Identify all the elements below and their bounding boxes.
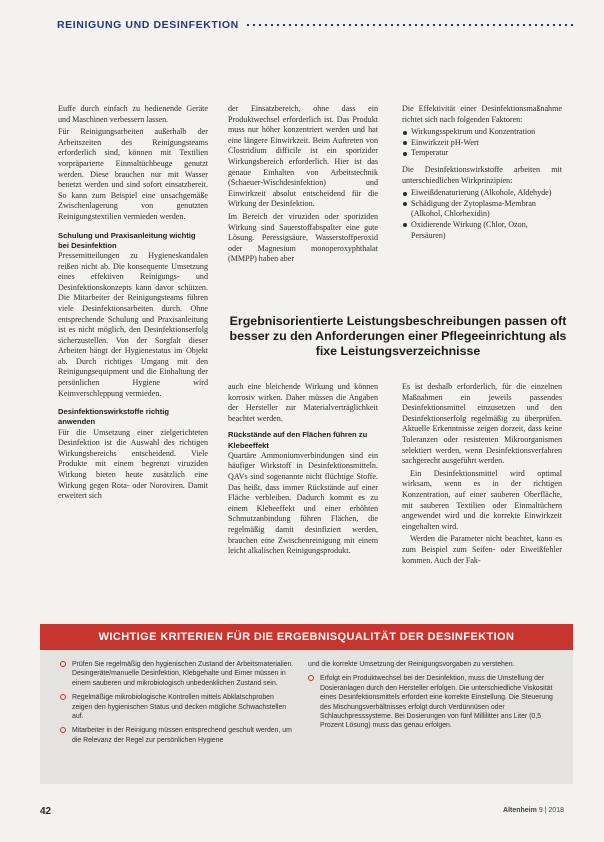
page-number: 42 <box>40 806 52 817</box>
list-item: Oxidierende Wirkung (Chlor, Ozon, Persäuren) <box>402 220 562 241</box>
criteria-item <box>308 674 553 730</box>
col2-paragraph: auch eine bleichende Wirkung und können korrosiv wirken. Daher müssen die Angaben der Hersteller zur Materialverträglichkeit beachtet werden. <box>228 382 378 423</box>
criteria-item <box>60 693 295 721</box>
col3-paragraph: Ein Desinfektionsmittel wird optimal wirksam, wenn es in der richtigen Konzentration, auf einer sauberen Oberfläche, mit sauberen Textilien oder Einmaltüchern angewendet wird und die korrekte Einwirkzeit eingehalten wird. <box>402 468 562 531</box>
bullet-ring-icon <box>60 694 66 700</box>
criteria-list-right <box>308 660 553 736</box>
col3-paragraph: Es ist deshalb erforderlich, für die einzelnen Maßnahmen ein jeweils passendes Desinfektionsmittel einzusetzen und den Desinfektionserfolg regelmäßig zu überprüfen. Aktuelle Erkenntnisse zeigen dorzeit, dass keine Toleranzen oder resistenten Mikroorganismen selektiert werden, wenn Desinfektionsverfahren sachgerecht ausgeführt werden. <box>402 382 562 466</box>
criteria-item-text: Erfolgt ein Produktwechsel bei der Desinfektion, muss die Umstellung der Dosieranlagen durch den Hersteller erfolgen. Die unterschiedliche Viskosität eines Desinfektionsmittels erfordert eine korrekte Einstellung. Die Steuerung des Mischungsverhältnisses erfolgt durch Verdünnüsen oder Schlauchpresssysteme. Bei Dosierungen von fünf Millilitter ans Liter (0,5 Prozent Lösung) muss das genau erfolgen. <box>320 675 553 730</box>
subheading-wirkstoffe: Desinfektionswirkstoffe richtig anwenden <box>58 407 169 427</box>
col3-paragraph: Die Desinfektionswirkstoffe arbeiten mit unterschiedlichen Wirkprinzipien: <box>402 164 562 185</box>
section-title: REINIGUNG UND DESINFEKTION <box>57 19 239 31</box>
col3-paragraph: Werden die Parameter nicht beachtet, kann es zum Beispiel zum Seifen- oder Eiweißfehler kommen. Auch der Fak- <box>402 534 562 565</box>
column-1 <box>58 104 208 504</box>
col1-paragraph: Für Reinigungsarbeiten außerhalb der Arbeitszeiten des Reinigungsteams erforderlich sind, können mit Textilien vorpräparierte Einmaltüchbeuge genutzt werden. Diese brauchen nur mit Wasser benetzt werden und sind sofort einsatzbereit. So kann zum Beispiel eine unsachgemäße Zwischenlagerung von genutzten Reinigungstextilien vermieden werden. <box>58 127 208 221</box>
criteria-item-text: Prüfen Sie regelmäßig den hygienischen Zustand der Arbeitsmaterialien. Desingeräte/manuelle Desinfektion, Klebgehalte und Eimer müssen in einem sauberen und mikrobiologisch unbedenklichen Zustand sein. <box>72 661 294 687</box>
column-2-bottom <box>228 382 378 559</box>
col2-paragraph: Im Bereich der viruziden oder sporiziden Wirkung sind Sauerstoffabspalter eine gute Lösung. Peressigsäure, Wasserstoffperoxid oder Magnesium monoperoxyphthalat (MMPP) haben aber <box>228 211 378 264</box>
running-head <box>57 18 577 32</box>
col2-paragraph: der Einsatzbereich, ohne dass ein Produktwechsel erforderlich ist. Das Produkt muss nur höher konzentriert werden und hat eine längere Einwirkzeit. Beim Auftreten von Clostridium difficile ist ein sporizider Wirkungsbereich erforderlich. Hier ist das genaue Einhalten von Arbeitstechnik (Schaeuer-Wischdesinfektion) und Einwirkzeit absolut entscheidend für die Wirkung der Desinfektion. <box>228 104 378 209</box>
column-3-top <box>402 104 562 243</box>
issue-number: 9 | 2018 <box>538 807 564 814</box>
bullet-ring-icon <box>60 661 66 667</box>
issue-info <box>503 807 564 814</box>
criteria-item-continued: und die korrekte Umsetzung der Reinigungsvorgaben zu verstehen. <box>308 661 515 668</box>
factor-list <box>402 127 562 159</box>
list-item: Wirkungsspektrum und Konzentration <box>402 127 562 138</box>
principle-list <box>402 188 562 241</box>
column-3-bottom <box>402 382 562 568</box>
criteria-item-text: Regelmäßige mikrobiologische Kontrollen mittels Abklatschproben zeigen den hygienischen Status und decken mögliche Schwachstellen auf. <box>72 694 287 721</box>
criteria-list-left <box>60 660 295 750</box>
subheading-schulung: Schulung und Praxisanleitung wichtig bei Desinfektion <box>58 230 196 250</box>
criteria-item-text: Mitarbeiter in der Reinigung müssen entsprechend geschult werden, um die Relevanz der Regel zur persönlichen Hygiene <box>72 727 292 744</box>
list-item: Schädigung der Zytoplasma-Membran (Alkohol, Chlorhexidin) <box>402 199 562 220</box>
col1-paragraph: Pressemitteilungen zu Hygieneskandalen reißen nicht ab. Die konsequente Umsetzung eines effektiven Reinigungs- und Desinfektionskonzepts kann davor schützen. Die Mitarbeiter der Reinigungsteams führen viele Desinfektionsarbeiten durch. Ohne entsprechende Schulung und Praxisanleitung ist es nicht möglich, den Desinfektionserfolg sicherzustellen. Von der Sorgfalt dieser Arbeiten hängt der Hygienestatus im Objekt ab. Durch richtiges Umgang mit den Reinigungsequipment und die Einhaltung der persönlichen Hygiene wird Keimverschleppung vermieden. <box>58 250 208 398</box>
bullet-ring-icon <box>60 727 66 733</box>
criteria-title: WICHTIGE KRITERIEN FÜR DIE ERGEBNISQUALITÄT DER DESINFEKTION <box>98 631 515 643</box>
dotted-rule <box>245 23 577 27</box>
criteria-item <box>60 660 295 688</box>
col1-paragraph: Euffe durch einfach zu bedienende Geräte und Maschinen verbessern lassen. <box>58 104 208 124</box>
col3-paragraph: Die Effektivität einer Desinfektionsmaßnahme richtet sich nach folgenden Faktoren: <box>402 104 562 124</box>
bullet-ring-icon <box>308 675 314 681</box>
criteria-item <box>60 726 295 745</box>
pull-quote: Ergebnisorientierte Leistungsbeschreibungen passen oft besser zu den Anforderungen einer Pflegeeinrichtung als fixe Leistungsverzeichnisse <box>229 314 567 358</box>
magazine-name: Altenheim <box>503 807 537 814</box>
list-item: Temperatur <box>402 148 562 159</box>
col1-paragraph: Für die Umsetzung einer zielgerichteten Desinfektion ist die Auswahl des richtigen Wirkungsbereichs entscheidend. Viele Produkte mit einem begrenzt viruziden Wirkung bieten heute zusätzlich eine Wirkung gegen Rota- oder Noroviren. Damit erweitert sich <box>58 427 208 501</box>
list-item: Einwirkzeit pH-Wert <box>402 138 562 149</box>
col2-paragraph: Quartäre Ammoniumverbindungen sind ein häufiger Wirkstoff in Desinfektionsmitteln. QAVs sind sogenannte nicht flüchtige Stoffe. Das heißt, dass immer Rückstände auf einer Fläche verbleiben. Dadurch kommt es zu einem Klebeeffekt und einer erhöhten Schmutzanbindung führen Flächen, die regelmäßig damit desinfiziert werden, brauchen eine Zwischenreinigung mit einem leicht alkalischen Reinigungsprodukt. <box>228 450 378 556</box>
list-item: Eiweißdenaturierung (Alkohole, Aldehyde) <box>402 188 562 199</box>
column-2-top <box>228 104 378 267</box>
criteria-title-bar <box>40 624 573 650</box>
subheading-rueckstaende: Rückstände auf den Flächen führen zu Klebeeffekt <box>228 430 368 450</box>
